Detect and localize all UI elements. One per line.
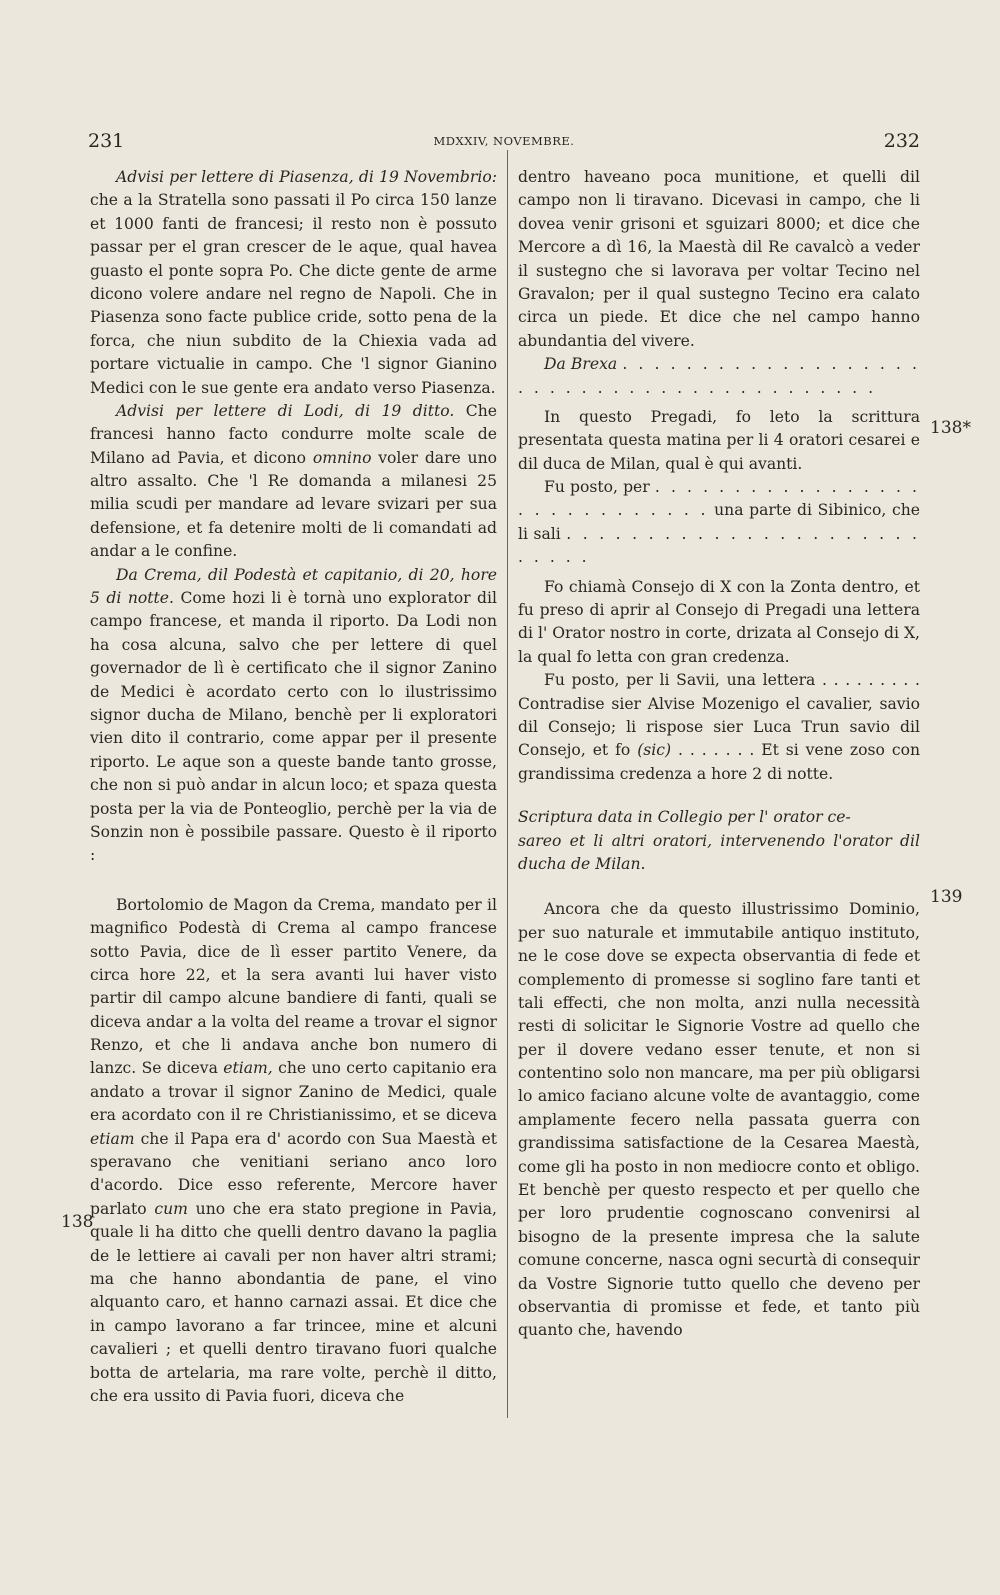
heading-lodi: Advisi per lettere di Lodi, di 19 ditto.	[116, 401, 455, 420]
paragraph-continuation: dentro haveano poca munitione, et quelli dil campo non li tiravano. Dicevasi in campo, che li dovea venir grisoni et sguizari 8000; et dice che Mercore a dì 16, la Maestà dil Re cavalcò a veder il sustegno che si lavorava per voltar Tecino nel Gravalon; per il qual sustegno Tecino era calato circa un piede. Et dice che nel campo hanno abundantia del vivere.	[518, 168, 920, 350]
paragraph-savii	[518, 669, 920, 786]
text-bortolomio-b: che uno certo capitanio era andato a trovar il signor Zanino de Medici, quale era acordato con il re Christianissimo, et se diceva	[90, 1059, 497, 1125]
left-column	[90, 166, 497, 1408]
spacer	[90, 868, 497, 894]
paragraph-pregadi: In questo Pregadi, fo leto la scrittura presentata questa matina per li 4 oratori cesarei e dil duca de Milan, qual è qui avanti.	[518, 407, 920, 473]
text-savii-b: . . . . . . . Et si vene zoso con grandissima credenza a hore 2 di notte.	[518, 741, 920, 783]
paragraph-lodi	[90, 400, 497, 564]
running-title: MDXXIV, NOVEMBRE.	[433, 134, 575, 148]
em-etiam-2: etiam	[90, 1129, 135, 1148]
text-crema: Come hozi li è tornà uno explorator dil campo francese, et manda il riporto. Da Lodi non ha cosa alcuna, salvo che per lettere di quel governador de lì è certificato che il signor Zanino de Medici è acordato certo con lo ilustrissimo signor ducha de Milano, benchè per li exploratori vien dito il contrario, come appar per il presente riporto. Le aque son a queste bande tanto grosse, che non si può andar in alcun loco; et spaza questa posta per la via de Ponteoglio, perchè per la via de Sonzin non è possibile passare. Questo è il riporto :	[90, 589, 497, 865]
text-piasenza: che a la Stratella sono passati il Po circa 150 lanze et 1000 fanti de francesi; il resto non è possuto passar per el gran crescer de le aque, qual havea guasto el ponte sopra Po. Che dicte gente de arme dicono volere andare nel regno de Napoli. Che in Piasenza sono facte publice cride, sotto pena de la forca, che niun subdito de la Chiexia vada ad portare victualie in campo. Che 'l signor Gianino Medici con le sue gente era andato verso Piasenza.	[90, 191, 497, 397]
text-fu-posto: Fu posto, per	[544, 478, 650, 497]
heading-brexa: Da Brexa	[544, 355, 618, 374]
paragraph-consejo-x: Fo chiamà Consejo di X con la Zonta dentro, et fu preso di aprir al Consejo di Pregadi una lettera di l' Orator nostro in corte, drizata al Consejo di X, la qual fo letta con gran credenza.	[518, 577, 920, 666]
text-sibinico: una parte di Sibinico, che li sali	[518, 501, 920, 543]
text-bortolomio-d: uno che era stato pregione in Pavia, quale li ha ditto che quelli dentro davano la paglia de le lettiere ai cavali per non haver altri strami; ma che hanno abondantia de pane, el vino alquanto caro, et hanno carnazi assai. Et dice che in campo lavorano a far trincee, mine et alcuni cavalieri ; et quelli dentro tiravano fuori qualche botta de artelaria, ma rare volte, perchè il ditto, che era ussito di Pavia fuori, diceva che	[90, 1199, 497, 1405]
spacer	[518, 876, 920, 898]
paragraph-bortolomio	[90, 894, 497, 1409]
heading-scriptura-cont	[518, 830, 920, 877]
em-cum: cum	[154, 1199, 188, 1218]
paragraph-brexa	[518, 353, 920, 400]
paragraph-piasenza	[90, 166, 497, 400]
heading-scriptura-line1: Scriptura data in Collegio per l' orator ce-	[518, 808, 851, 827]
heading-crema: Da Crema, dil Podestà et capitanio, di 20, hore 5 di notte.	[90, 565, 497, 608]
text-lodi-a: Che francesi hanno facto condurre molte scale de Milano ad Pavia, et dicono	[90, 401, 497, 467]
em-omnino: omnino	[312, 448, 372, 467]
heading-piasenza: Advisi per lettere di Piasenza, di 19 Novembrio:	[116, 168, 497, 186]
paragraph-ancora: Ancora che da questo illustrissimo Dominio, per suo naturale et immutabile antiquo instituto, ne le cose dove se expecta observantia di fede et complemento di promesse si soglino fare tanti et tali effecti, che non molta, anzi nulla necessità resti di solicitar le Signorie Vostre ad quello che per il dovere vedano esser tenute, et non si contentino solo non mancare, ma per più obligarsi lo amico faciano alcune volte de avantaggio, come amplamente fecero nella passata guerra con grandissima satisfactione de la Cesarea Maestà, come gli ha posto in non mediocre conto et obligo. Et benchè per questo respecto et per quello che per loro prudentie cognoscano convenirsi al bisogno de la presente impresa che la salute comune concerne, nasca ogni securtà di consequir da Vostre Signorie tutto quello che deveno per observantia di promisse et fede, et tanto più quanto che, havendo	[518, 900, 920, 1340]
text-savii-a: Fu posto, per li Savii, una lettera . . . . . . . . . Contradise sier Alvise Mozenigo el cavalier, savio dil Consejo; li rispose sier Luca Trun savio dil Consejo, et fo	[518, 671, 920, 760]
page-number-left: 231	[88, 130, 125, 152]
spacer	[518, 786, 920, 806]
right-column	[518, 166, 920, 1343]
margin-number-right-138: 138*	[930, 418, 971, 438]
text-lodi-b: voler dare uno altro assalto. Che 'l Re domanda a milanesi 25 milia scudi per mandare ad levare svizari per sua defensione, et fa detenire molti de li comandati ad andar a le confine.	[90, 448, 498, 561]
column-divider	[507, 150, 508, 1418]
running-header	[88, 130, 920, 154]
margin-number-right-139: 139	[930, 887, 963, 907]
margin-number-left-138: 138	[61, 1212, 94, 1232]
heading-scriptura	[518, 806, 920, 829]
dots-fu-posto: . . . . . . . . . . . . . . . . . . . . . . . . . . . . .	[518, 478, 920, 520]
text-bortolomio-a: Bortolomio de Magon da Crema, mandato per il magnifico Podestà di Crema al campo francese sotto Pavia, dice de lì esser partito Venere, da circa hore 22, et la sera avanti lui haver visto partir dil campo alcune bandiere di fanti, quali se diceva andar a la volta del reame a trovar el signor Renzo, et che li andava anche bon numero di lanzc. Se diceva	[90, 895, 497, 1078]
em-sic: (sic)	[637, 741, 672, 760]
heading-scriptura-line2: sareo et li altri oratori, intervenendo l'orator dil ducha de Milan.	[518, 831, 920, 873]
em-etiam-1: etiam,	[223, 1059, 273, 1078]
paragraph-crema	[90, 564, 497, 868]
paragraph-fu-posto	[518, 476, 920, 570]
text-bortolomio-c: che il Papa era d' acordo con Sua Maestà et speravano che venitiani seriano anco loro d'acordo. Dice esso referente, Mercore haver parlato	[90, 1129, 497, 1218]
page-number-right: 232	[883, 130, 920, 152]
dots-sibinico: . . . . . . . . . . . . . . . . . . . . . . . . . . .	[518, 524, 920, 567]
dots-brexa: . . . . . . . . . . . . . . . . . . . . . . . . . . . . . . . . . . . . . . . . . .	[518, 355, 920, 397]
